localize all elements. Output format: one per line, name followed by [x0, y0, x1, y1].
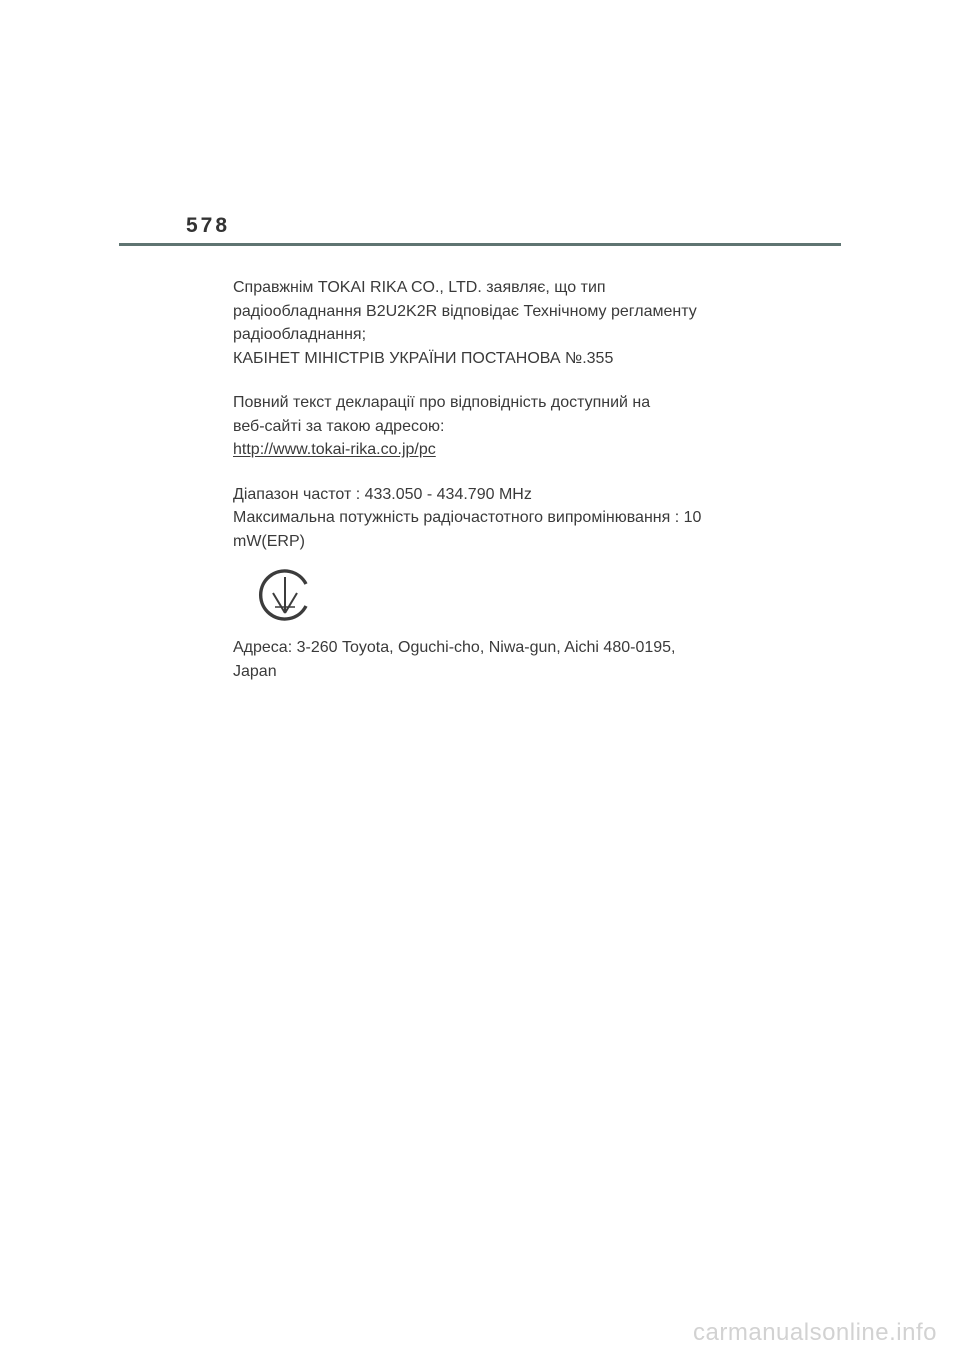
document-body: [233, 276, 709, 683]
max-power-line: mW(ERP): [233, 532, 305, 550]
declaration-line: радіообладнання;: [233, 326, 367, 343]
declaration-url-link[interactable]: http://www.tokai-rika.co.jp/pc: [233, 441, 436, 458]
resolution-reference: КАБІНЕТ МІНІСТРІВ УКРАЇНИ ПОСТАНОВА №.355: [233, 349, 614, 367]
site-watermark: carmanualsonline.info: [693, 1319, 937, 1346]
frequency-range: Діапазон частот : 433.050 - 434.790 MHz: [233, 485, 532, 503]
full-text-line: Повний текст декларації про відповідність доступний на: [233, 394, 651, 411]
address-paragraph: [233, 636, 709, 683]
max-power-line: Максимальна потужність радіочастотного випромінювання : 10: [233, 509, 702, 526]
page-number: 578: [186, 214, 231, 237]
address-line: Адреса: 3-260 Toyota, Oguchi-cho, Niwa-gun, Aichi 480-0195,: [233, 639, 676, 656]
full-text-line: веб-сайті за такою адресою:: [233, 417, 445, 435]
header-divider: [119, 243, 841, 246]
declaration-paragraph: [233, 276, 709, 370]
address-line: Japan: [233, 662, 277, 680]
specs-paragraph: [233, 483, 709, 554]
full-text-paragraph: [233, 391, 709, 462]
ukrainian-conformity-mark-icon: [257, 567, 313, 623]
declaration-line: Справжнім TOKAI RIKA CO., LTD. заявляє, що тип: [233, 279, 606, 296]
declaration-line: радіообладнання B2U2K2R відповідає Технічному регламенту: [233, 302, 697, 320]
